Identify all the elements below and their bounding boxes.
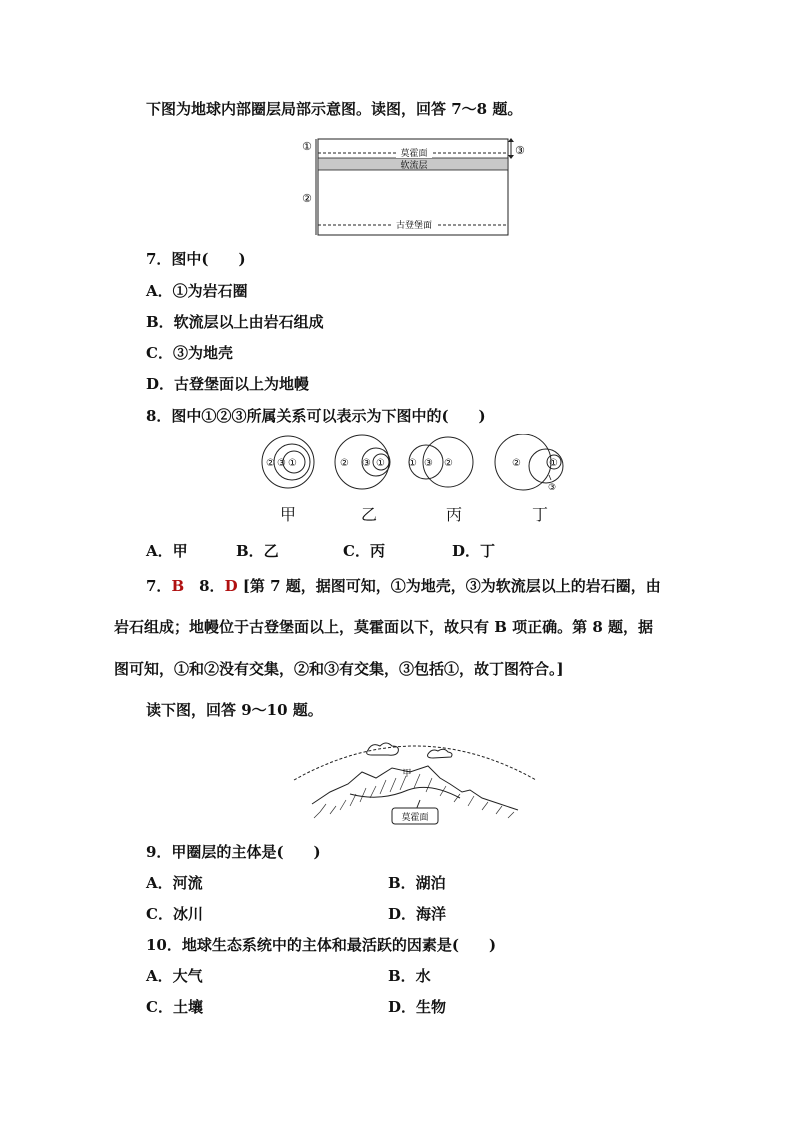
svg-text:①: ① <box>549 458 558 469</box>
mark-1: ① <box>302 140 312 153</box>
venn-label-yi: 乙 <box>360 505 377 524</box>
q8-option-a: A．甲 <box>146 542 188 560</box>
q9-option-d: D．海洋 <box>388 905 447 923</box>
gutenberg-label: 古登堡面 <box>395 221 433 231</box>
asthenosphere-label: 软流层 <box>400 161 428 171</box>
q78-intro: 下图为地球内部圈层局部示意图。读图，回答 7～8 题。 <box>146 100 523 118</box>
venn-label-bing: 丙 <box>445 505 462 524</box>
venn-diagrams <box>258 434 568 494</box>
q8-option-c: C．丙 <box>343 542 385 560</box>
svg-text:①: ① <box>408 458 417 469</box>
answer-line-1: 7．B 8．D [第 7 题，据图可知，①为地壳，③为软流层以上的岩石圈，由 <box>146 577 661 595</box>
svg-text:②: ② <box>340 458 349 469</box>
q8-option-d: D．丁 <box>452 542 496 560</box>
q10-option-b: B．水 <box>388 967 431 985</box>
svg-text:①: ① <box>376 458 385 469</box>
answer-7: B <box>171 577 185 595</box>
answer-line-2: 岩石组成；地幔位于古登堡面以上，莫霍面以下，故只有 B 项正确。第 8 题，据 <box>114 618 654 636</box>
q9-stem: 9．甲圈层的主体是( ) <box>146 843 321 861</box>
venn-label-jia: 甲 <box>279 505 296 524</box>
svg-text:①: ① <box>288 458 297 469</box>
moho-label: 莫霍面 <box>400 149 428 159</box>
q8-stem: 8．图中①②③所属关系可以表示为下图中的( ) <box>146 407 486 425</box>
svg-text:③: ③ <box>277 458 286 469</box>
answer-8: D <box>224 577 238 595</box>
q9-option-b: B．湖泊 <box>388 874 446 892</box>
svg-text:③: ③ <box>424 458 433 469</box>
svg-text:③: ③ <box>548 483 557 493</box>
mark-3: ③ <box>515 144 525 157</box>
earth-layers-figure <box>296 134 528 240</box>
svg-text:②: ② <box>444 458 453 469</box>
q10-stem: 10．地球生态系统中的主体和最活跃的因素是( ) <box>146 936 497 954</box>
q7-option-d: D．古登堡面以上为地幔 <box>146 375 310 393</box>
q7-option-c: C．③为地壳 <box>146 344 233 362</box>
q9-option-a: A．河流 <box>146 874 203 892</box>
q8-option-b: B．乙 <box>236 542 279 560</box>
svg-text:②: ② <box>512 458 521 469</box>
svg-text:③: ③ <box>362 458 371 469</box>
q10-option-a: A．大气 <box>146 967 203 985</box>
jia-label: 甲 <box>402 769 412 779</box>
mark-2: ② <box>302 192 312 205</box>
q7-stem: 7．图中( ) <box>146 250 246 268</box>
q10-option-d: D．生物 <box>388 998 447 1016</box>
moho-callout: 莫霍面 <box>401 813 429 823</box>
svg-text:②: ② <box>266 458 275 469</box>
q7-option-a: A．①为岩石圈 <box>146 282 248 300</box>
q910-intro: 读下图，回答 9～10 题。 <box>146 701 323 719</box>
q9-option-c: C．冰川 <box>146 905 203 923</box>
landscape-figure <box>290 732 540 828</box>
answer-line-3: 图可知，①和②没有交集，②和③有交集，③包括①，故丁图符合。] <box>114 660 564 678</box>
q7-option-b: B．软流层以上由岩石组成 <box>146 313 324 331</box>
q10-option-c: C．土壤 <box>146 998 203 1016</box>
venn-label-ding: 丁 <box>531 505 548 524</box>
